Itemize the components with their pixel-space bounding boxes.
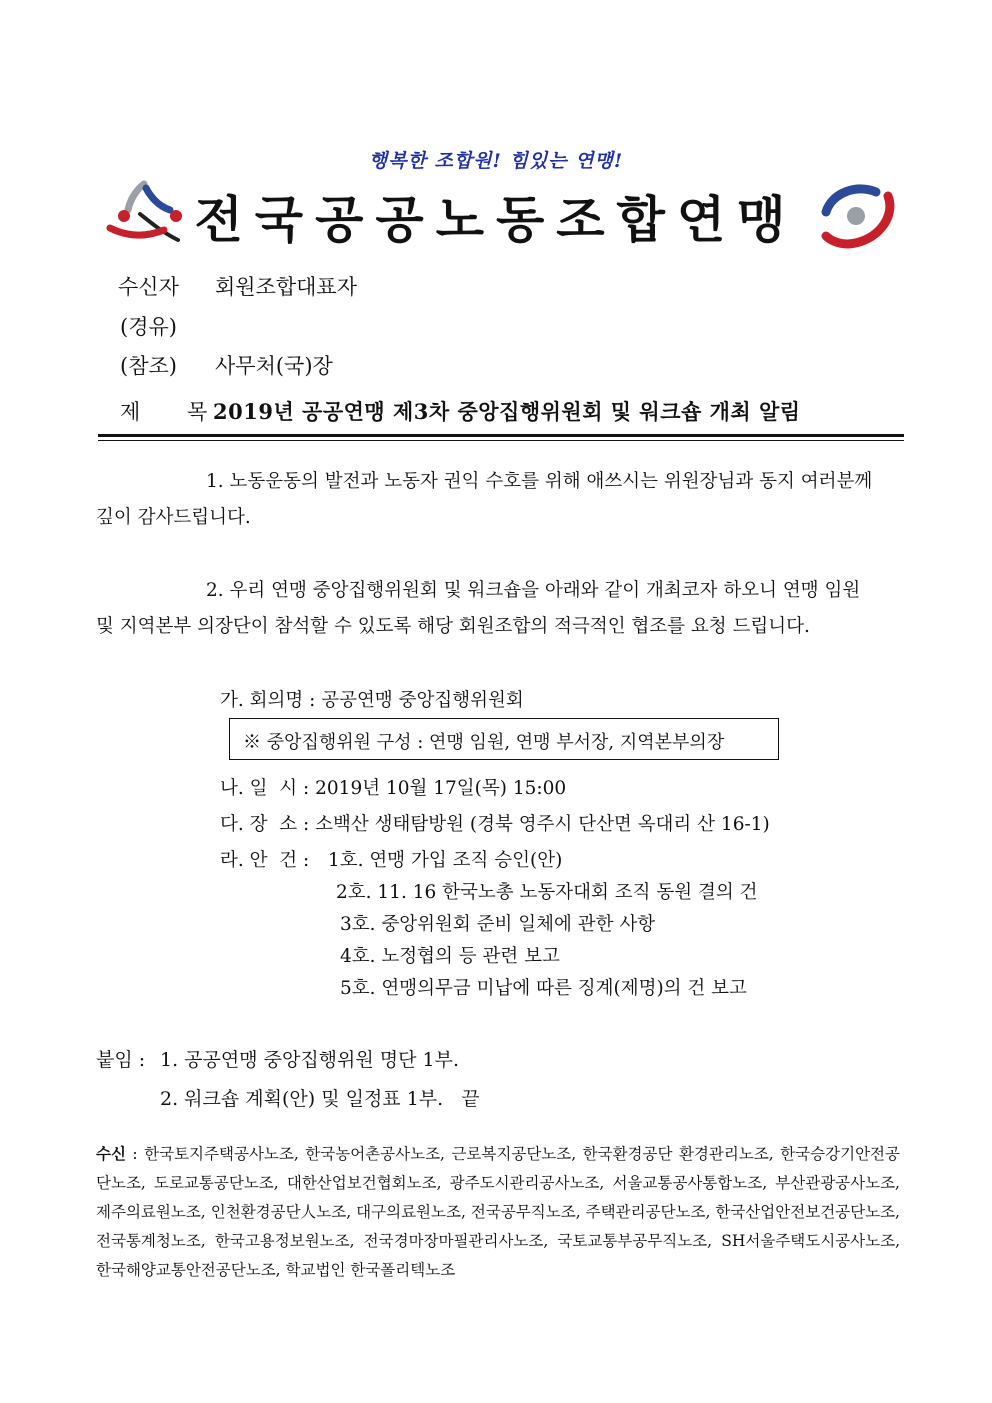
organization-title: 전국공공노동조합연맹 xyxy=(194,191,798,249)
recipient-label: 수신자 xyxy=(118,275,179,299)
subject-title: 2019년 공공연맹 제3차 중앙집행위원회 및 워크숍 개최 알림 xyxy=(213,399,801,424)
meeting-venue: 다. 장 소 : 소백산 생태탐방원 (경북 영주시 단산면 옥대리 산 16-1) xyxy=(220,814,770,835)
recipients-label: 수신 xyxy=(96,1144,126,1163)
slogan: 행복한 조합원! 힘있는 연맹! xyxy=(368,150,624,172)
reference-label: (참조) xyxy=(120,354,177,378)
reference-value: 사무처(국)장 xyxy=(215,354,333,378)
agenda-label: 라. 안 건 : xyxy=(220,850,316,871)
meeting-datetime: 나. 일 시 : 2019년 10월 17일(목) 15:00 xyxy=(220,778,567,799)
paragraph-1-line-1: 1. 노동운동의 발전과 노동자 권익 수호를 위해 애쓰시는 위원장님과 동지 여러분께 xyxy=(206,471,873,492)
paragraph-2-line-2: 및 지역본부 의장단이 참석할 수 있도록 해당 회원조합의 적극적인 협조를 요청 드립니다. xyxy=(96,616,810,637)
agenda-item: 1호. 연맹 가입 조직 승인(안) xyxy=(328,850,563,871)
subject-label: 제 목 xyxy=(120,400,228,424)
header-divider-thin xyxy=(98,440,904,441)
header-divider xyxy=(98,434,904,437)
agenda-item: 3호. 중앙위원회 준비 일체에 관한 사항 xyxy=(340,914,656,935)
agenda-item: 4호. 노정협의 등 관련 보고 xyxy=(340,946,560,967)
paragraph-2 xyxy=(96,573,900,645)
via-label: (경유) xyxy=(120,315,177,339)
attachments-label: 붙임 : xyxy=(96,1049,152,1071)
agenda-item: 5호. 연맹의무금 미납에 따른 징계(제명)의 건 보고 xyxy=(340,978,747,999)
recipient-value: 회원조합대표자 xyxy=(215,275,358,299)
paragraph-2-line-1: 2. 우리 연맹 중앙집행위원회 및 워크숍을 아래와 같이 개최코자 하오니 연맹 임원 xyxy=(206,580,861,601)
notice-text: ※ 중앙집행위원 구성 : 연맹 임원, 연맹 부서장, 지역본부의장 xyxy=(243,732,725,753)
federation-circle-emblem-icon xyxy=(818,182,898,250)
recipients-list xyxy=(96,1139,900,1285)
paragraph-1-line-2: 깊이 감사드립니다. xyxy=(96,507,251,528)
recipients-text: : 한국토지주택공사노조, 한국농어촌공사노조, 근로복지공단노조, 한국환경공단 환경관리노조, 한국승강기안전공단노조, 도로교통공단노조, 대한산업보건협회노조, 광주도시관리공사노조, 서울교통공사통합노조, 부산관광공사노조, 제주의료원노조, 인천환경공단人노조, 대구의료원노조, 전국공무직노조, 주택관리공단노조, 한국산업안전보건공단노조, 전국통계청노조, 한국고용정보원노조, 전국경마장마필관리사노조, 국토교통부공무직노조, SH서울주택도시공사노조, 한국해양교통안전공단노조, 학교법인 한국폴리텍노조 xyxy=(96,1145,900,1279)
agenda-item: 2호. 11. 16 한국노총 노동자대회 조직 동원 결의 건 xyxy=(336,882,758,903)
meeting-name: 가. 회의명 : 공공연맹 중앙집행위원회 xyxy=(220,690,524,711)
attachment-item: 2. 워크숍 계획(안) 및 일정표 1부. 끝 xyxy=(160,1088,480,1110)
attachment-item: 1. 공공연맹 중앙집행위원 명단 1부. xyxy=(160,1049,460,1071)
paragraph-1 xyxy=(96,464,900,536)
